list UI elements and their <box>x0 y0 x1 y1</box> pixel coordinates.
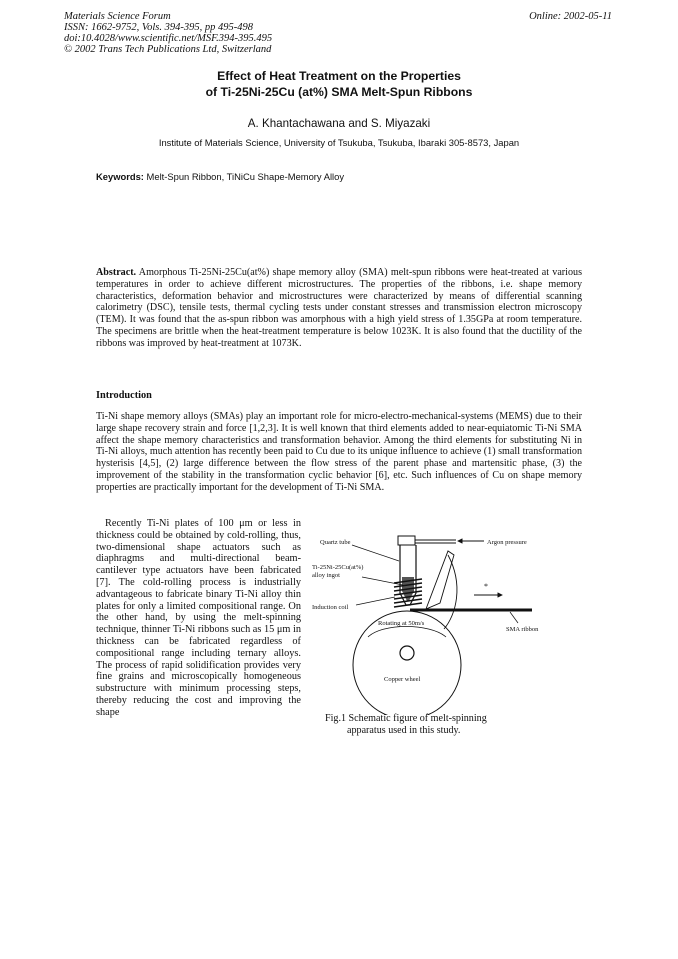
label-rotating: Rotating at 50m/s <box>378 620 425 627</box>
figure-caption <box>325 713 585 737</box>
rotation-arrow <box>368 627 446 638</box>
intro-paragraph-1: Ti-Ni shape memory alloys (SMAs) play an important role for micro-electro-mechanical-systems (MEMS) due to their large shape recovery strain and force [1,2,3]. It is well known that third elements added to near-equiatomic Ti-Ni SMA affect the shape memory characteristics and transformation behavior. Among the third elements for substituting Ni in Ti-Ni alloys, much attention has recently been paid to Cu due to its unique influence to achieve (1) small transformation hysterisis [4,5], (2) large difference between the flow stress of the parent phase and martensitic phase, (3) the improvement of the stability in the transformation cyclic behavior [6], etc. Such influences of Cu on shape memory properties are practically important for the development of Ti-Ni SMA. <box>96 411 582 493</box>
leader-quartz <box>352 545 399 561</box>
leader-ingot <box>362 577 403 585</box>
doi-line[interactable]: doi:10.4028/www.scientific.net/MSF.394-395.495 <box>64 33 273 44</box>
label-induction-coil: Induction coil <box>312 604 349 611</box>
caption-line-1: Fig.1 Schematic figure of melt-spinning <box>325 713 487 724</box>
leader-ribbon <box>510 612 518 623</box>
issn-line: ISSN: 1662-9752, Vols. 394-395, pp 495-498 <box>64 22 253 33</box>
argon-gas-line <box>398 536 456 545</box>
keywords-line <box>96 171 344 182</box>
abstract <box>96 267 582 350</box>
authors: A. Khantachawana and S. Miyazaki <box>247 117 431 130</box>
affiliation: Institute of Materials Science, University of Tsukuba, Tsukuba, Ibaraki 305-8573, Japan <box>158 137 520 148</box>
label-argon-pressure: Argon pressure <box>487 539 527 546</box>
wheel-hub <box>400 646 414 660</box>
ribbon-direction-mark: * <box>484 582 488 591</box>
abstract-label: Abstract. <box>96 267 137 278</box>
label-quartz-tube: Quartz tube <box>320 539 351 546</box>
ribbon-flow <box>426 551 454 609</box>
title-line-2: of Ti-25Ni-25Cu (at%) SMA Melt-Spun Ribbons <box>205 85 473 99</box>
online-date: Online: 2002-05-11 <box>529 11 612 22</box>
leader-coil <box>356 597 395 605</box>
keywords-label: Keywords: <box>96 171 144 182</box>
label-ingot-line-1: Ti-25Ni-25Cu(at%) <box>312 564 364 571</box>
title-line-1: Effect of Heat Treatment on the Properties <box>217 69 461 83</box>
copyright-line: © 2002 Trans Tech Publications Ltd, Switzerland <box>64 44 272 55</box>
section-heading-introduction: Introduction <box>96 390 152 401</box>
intro-paragraph-2 <box>96 518 301 719</box>
label-copper-wheel: Copper wheel <box>384 676 421 683</box>
intro-paragraph-2-text: Recently Ti-Ni plates of 100 μm or less in thickness could be obtained by cold-rolling, thus, two-dimensional shape actuators such as diaphragms and multi-directional beam-cantilever type actuators have been fabricated [7]. The cold-rolling process is industrially advantageous to fabricate binary Ti-Ni alloy thin plates for only a limited compositional range. On the other hand, by using the melt-spinning technique, thinner Ti-Ni ribbons such as 15 μm in thickness can be fabricated regardless of compositional range including ternary alloys. The process of rapid solidification provides very fine grains and microscopically homogeneous substructure with minimum processing steps, thereby reducing the cost and improving the shape <box>96 518 301 718</box>
label-ingot-line-2: alloy ingot <box>312 572 340 579</box>
paper-title <box>0 68 678 100</box>
caption-line-2: apparatus used in this study. <box>347 724 461 736</box>
label-sma-ribbon: SMA ribbon <box>506 626 539 633</box>
abstract-text: Amorphous Ti-25Ni-25Cu(at%) shape memory alloy (SMA) melt-spun ribbons were heat-treated at various temperatures in order to achieve different microstructures. The properties of the ribbons, i.e. shape memory characteristics, deformation behavior and microstructures were characterized by means of differential scanning calorimetry (DSC), tensile tests, thermal cycling tests under constant stresses and transmission electron microscopy (TEM). It was found that the as-spun ribbon was amorphous with a high yield stress of 1.35GPa at room temperature. The specimens are brittle when the heat-treatment temperature is below 1023K. It is also found that the ductility of the ribbons was improved by heat-treatment at 1073K. <box>96 267 582 349</box>
journal-header <box>64 11 364 55</box>
melt-spinning-figure <box>306 525 586 715</box>
keywords-text: Melt-Spun Ribbon, TiNiCu Shape-Memory Alloy <box>146 171 345 182</box>
journal-name: Materials Science Forum <box>64 11 171 22</box>
